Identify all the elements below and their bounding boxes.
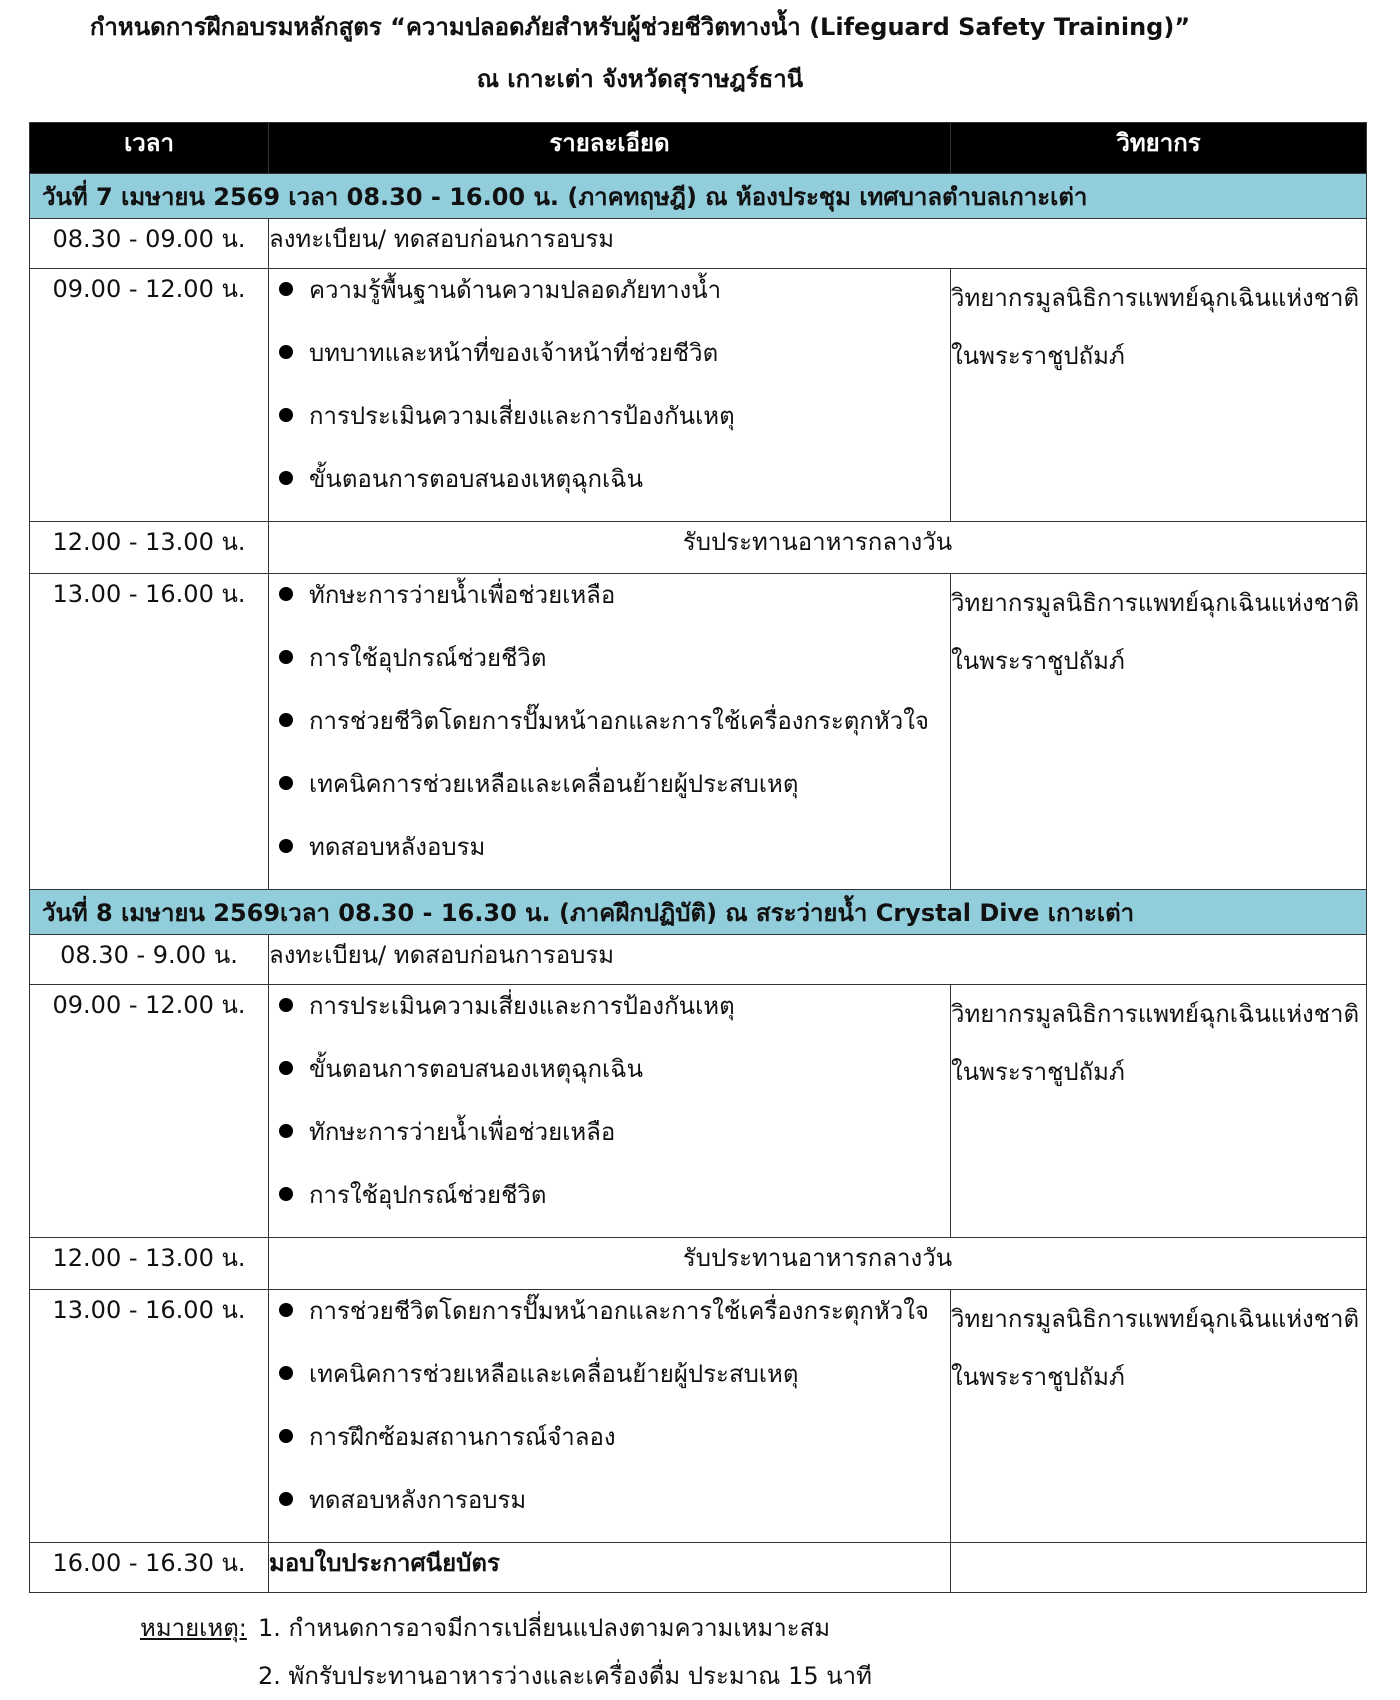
bullet-icon (279, 713, 293, 727)
bullet-icon (279, 1303, 293, 1317)
day-banner-2 (30, 890, 1367, 935)
list-item-text: การช่วยชีวิตโดยการปั๊มหน้าอกและการใช้เครื่องกระตุกหัวใจ (309, 1297, 929, 1325)
time-cell: 08.30 - 09.00 น. (30, 219, 269, 269)
list-item-text: การใช้อุปกรณ์ช่วยชีวิต (309, 644, 547, 672)
bullet-icon (279, 776, 293, 790)
detail-list (269, 269, 950, 521)
list-item (269, 1353, 950, 1416)
list-item (269, 1174, 950, 1237)
detail-cell: ลงทะเบียน/ ทดสอบก่อนการอบรม (269, 935, 1367, 985)
list-item-text: ทดสอบหลังอบรม (309, 833, 486, 861)
column-header-detail: รายละเอียด (269, 123, 951, 174)
table-row (30, 1290, 1367, 1543)
table-row (30, 574, 1367, 890)
time-cell: 12.00 - 13.00 น. (30, 522, 269, 574)
detail-list (269, 574, 950, 889)
lunch-cell: รับประทานอาหารกลางวัน (269, 522, 1367, 574)
list-item (269, 1111, 950, 1174)
speaker-name: วิทยากรมูลนิธิการแพทย์ฉุกเฉินแห่งชาติ (951, 589, 1360, 617)
table-row (30, 985, 1367, 1238)
bullet-icon (279, 839, 293, 853)
table-row (30, 1238, 1367, 1290)
column-header-time: เวลา (30, 123, 269, 174)
list-item (269, 332, 950, 395)
speaker-cell (951, 1290, 1367, 1543)
speaker-affiliation: ในพระราชูปถัมภ์ (951, 1058, 1125, 1086)
bullet-icon (279, 587, 293, 601)
list-item (269, 1048, 950, 1111)
list-item-text: การใช้อุปกรณ์ช่วยชีวิต (309, 1181, 547, 1209)
bullet-icon (279, 471, 293, 485)
bullet-icon (279, 650, 293, 664)
list-item-text: ทดสอบหลังการอบรม (309, 1486, 527, 1514)
list-item-text: การประเมินความเสี่ยงและการป้องกันเหตุ (309, 402, 735, 430)
notes-label: หมายเหตุ: (140, 1614, 247, 1642)
detail-cell (269, 269, 951, 522)
empty-speaker-cell (951, 1543, 1367, 1593)
list-item-text: เทคนิคการช่วยเหลือและเคลื่อนย้ายผู้ประสบเหตุ (309, 770, 799, 798)
list-item (269, 574, 950, 637)
table-row (30, 1543, 1367, 1593)
table-header-row (30, 123, 1367, 174)
time-cell: 16.00 - 16.30 น. (30, 1543, 269, 1593)
list-item-text: ความรู้พื้นฐานด้านความปลอดภัยทางน้ำ (309, 276, 722, 304)
note-text-1: 1. กำหนดการอาจมีการเปลี่ยนแปลงตามความเหมาะสม (258, 1614, 831, 1642)
bullet-icon (279, 998, 293, 1012)
speaker-affiliation: ในพระราชูปถัมภ์ (951, 647, 1125, 675)
list-item-text: ทักษะการว่ายน้ำเพื่อช่วยเหลือ (309, 1118, 616, 1146)
table-row (30, 269, 1367, 522)
speaker-cell (951, 574, 1367, 890)
list-item (269, 700, 950, 763)
bullet-icon (279, 282, 293, 296)
time-cell: 13.00 - 16.00 น. (30, 1290, 269, 1543)
column-header-speaker: วิทยากร (951, 123, 1367, 174)
list-item (269, 1290, 950, 1353)
time-cell: 13.00 - 16.00 น. (30, 574, 269, 890)
speaker-cell (951, 985, 1367, 1238)
certificate-cell: มอบใบประกาศนียบัตร (269, 1543, 951, 1593)
list-item (269, 1479, 950, 1542)
list-item (269, 763, 950, 826)
table-row (30, 935, 1367, 985)
list-item-text: การประเมินความเสี่ยงและการป้องกันเหตุ (309, 992, 735, 1020)
speaker-affiliation: ในพระราชูปถัมภ์ (951, 342, 1125, 370)
schedule-table (29, 122, 1367, 1593)
bullet-icon (279, 1187, 293, 1201)
list-item-text: ขั้นตอนการตอบสนองเหตุฉุกเฉิน (309, 1055, 643, 1083)
bullet-icon (279, 1124, 293, 1138)
list-item-text: ขั้นตอนการตอบสนองเหตุฉุกเฉิน (309, 465, 643, 493)
list-item (269, 637, 950, 700)
time-cell: 09.00 - 12.00 น. (30, 985, 269, 1238)
list-item (269, 458, 950, 521)
bullet-icon (279, 408, 293, 422)
list-item (269, 826, 950, 889)
table-row (30, 522, 1367, 574)
note-text-2: 2. พักรับประทานอาหารว่างและเครื่องดื่ม ประมาณ 15 นาที (258, 1662, 872, 1690)
bullet-icon (279, 1492, 293, 1506)
detail-list (269, 985, 950, 1237)
day-banner-1 (30, 174, 1367, 219)
speaker-name: วิทยากรมูลนิธิการแพทย์ฉุกเฉินแห่งชาติ (951, 1000, 1360, 1028)
list-item-text: ทักษะการว่ายน้ำเพื่อช่วยเหลือ (309, 581, 616, 609)
list-item-text: การฝึกซ้อมสถานการณ์จำลอง (309, 1423, 616, 1451)
speaker-name: วิทยากรมูลนิธิการแพทย์ฉุกเฉินแห่งชาติ (951, 1305, 1360, 1333)
lunch-cell: รับประทานอาหารกลางวัน (269, 1238, 1367, 1290)
list-item (269, 1416, 950, 1479)
list-item-text: เทคนิคการช่วยเหลือและเคลื่อนย้ายผู้ประสบเหตุ (309, 1360, 799, 1388)
time-cell: 08.30 - 9.00 น. (30, 935, 269, 985)
bullet-icon (279, 1061, 293, 1075)
note-line-2 (140, 1652, 872, 1700)
detail-list (269, 1290, 950, 1542)
detail-cell (269, 1290, 951, 1543)
list-item-text: บทบาทและหน้าที่ของเจ้าหน้าที่ช่วยชีวิต (309, 339, 719, 367)
notes (140, 1604, 872, 1700)
speaker-name: วิทยากรมูลนิธิการแพทย์ฉุกเฉินแห่งชาติ (951, 284, 1360, 312)
list-item-text: การช่วยชีวิตโดยการปั๊มหน้าอกและการใช้เครื่องกระตุกหัวใจ (309, 707, 929, 735)
bullet-icon (279, 1429, 293, 1443)
speaker-cell (951, 269, 1367, 522)
time-cell: 12.00 - 13.00 น. (30, 1238, 269, 1290)
list-item (269, 985, 950, 1048)
list-item (269, 395, 950, 458)
speaker-affiliation: ในพระราชูปถัมภ์ (951, 1363, 1125, 1391)
bullet-icon (279, 1366, 293, 1380)
detail-cell (269, 985, 951, 1238)
document-subtitle: ณ เกาะเต่า จังหวัดสุราษฎร์ธานี (476, 65, 804, 93)
bullet-icon (279, 345, 293, 359)
table-row (30, 219, 1367, 269)
detail-cell (269, 574, 951, 890)
time-cell: 09.00 - 12.00 น. (30, 269, 269, 522)
document-title: กำหนดการฝึกอบรมหลักสูตร “ความปลอดภัยสำหรับผู้ช่วยชีวิตทางน้ำ (Lifeguard Safety Training)” (89, 13, 1191, 41)
day-banner-text: วันที่ 8 เมษายน 2569เวลา 08.30 - 16.30 น. (ภาคฝึกปฏิบัติ) ณ สระว่ายน้ำ Crystal Dive เกาะเต่า (30, 890, 1367, 935)
day-banner-text: วันที่ 7 เมษายน 2569 เวลา 08.30 - 16.00 น. (ภาคทฤษฎี) ณ ห้องประชุม เทศบาลตำบลเกาะเต่า (30, 174, 1367, 219)
note-line-1 (140, 1604, 872, 1652)
detail-cell: ลงทะเบียน/ ทดสอบก่อนการอบรม (269, 219, 1367, 269)
list-item (269, 269, 950, 332)
